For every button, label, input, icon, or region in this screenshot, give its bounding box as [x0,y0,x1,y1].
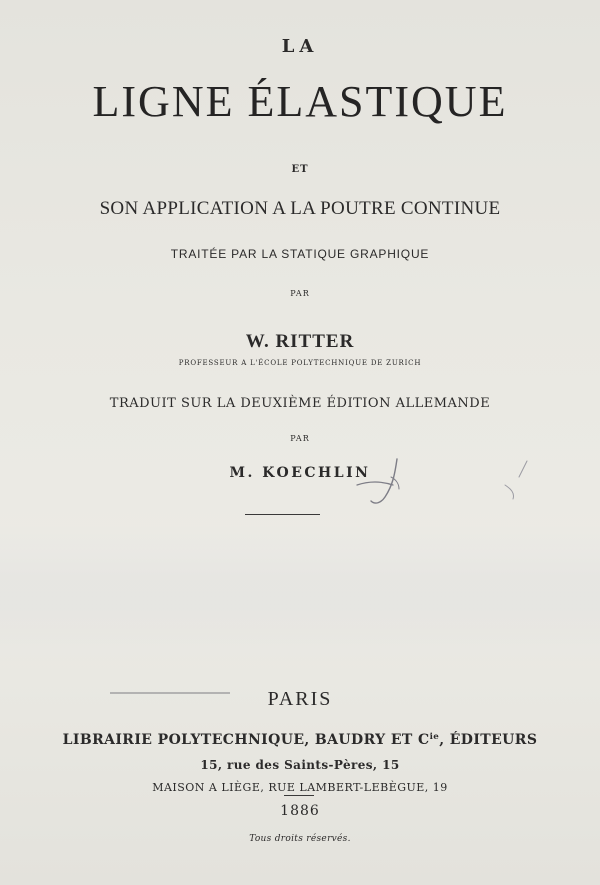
publisher-role: , ÉDITEURS [439,732,538,748]
by-label-author: PAR [290,289,310,298]
publication-city: PARIS [267,688,333,710]
publication-year: 1886 [280,803,320,819]
title-conjunction: ET [291,164,309,175]
publisher-address: 15, rue des Saints-Pères, 15 [200,758,400,772]
title-article: LA [281,36,319,57]
author-name: W. RITTER [245,331,355,352]
year-rule [284,795,314,796]
publisher-line [0,732,600,748]
author-affiliation: PROFESSEUR A L'ÉCOLE POLYTECHNIQUE DE ZURICH [178,359,422,367]
treated-by-line: TRAITÉE PAR LA STATIQUE GRAPHIQUE [170,247,430,261]
ornamental-rule [245,514,320,515]
main-title: LIGNE ÉLASTIQUE [92,77,508,126]
pencil-signature-mark [355,455,545,515]
branch-address: MAISON A LIÈGE, RUE LAMBERT-LEBÈGUE, 19 [152,781,448,794]
translator-name: M. KOECHLIN [229,465,371,481]
translation-note: TRADUIT SUR LA DEUXIÈME ÉDITION ALLEMANDE [109,396,491,411]
publisher-name: LIBRAIRIE POLYTECHNIQUE, BAUDRY ET C [62,732,430,748]
publisher-superscript: ie [429,732,440,743]
rights-notice: Tous droits réservés. [249,834,351,844]
subtitle: SON APPLICATION A LA POUTRE CONTINUE [99,198,501,219]
by-label-translator: PAR [290,434,310,443]
paper-stain [0,525,600,665]
